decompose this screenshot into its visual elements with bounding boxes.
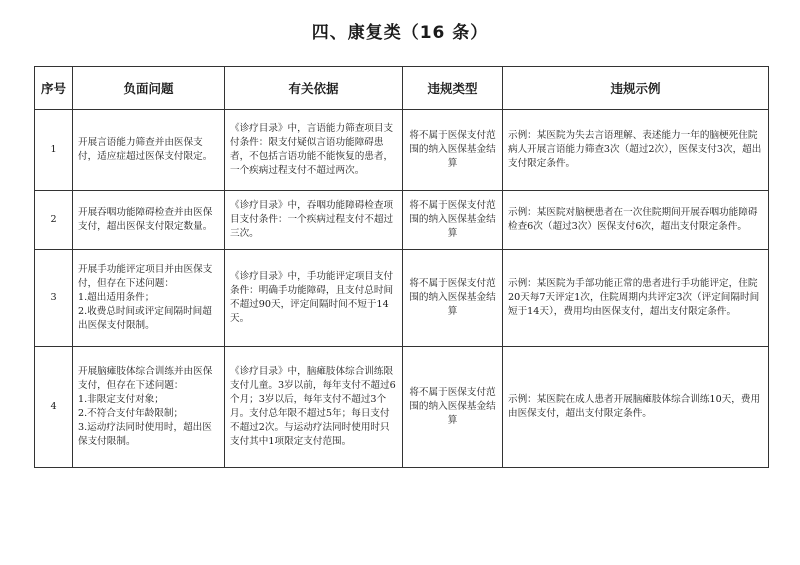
example-cell: 示例：某医院对脑梗患者在一次住院期间开展吞咽功能障碍检查6次（超过3次）医保支付6次，超出支付限定条件。 (503, 191, 769, 250)
table-row (35, 191, 769, 250)
table-row (35, 250, 769, 347)
problem-cell: 开展言语能力筛查并由医保支付，适应症超过医保支付限定。 (73, 110, 225, 191)
basis-cell: 《诊疗目录》中，手功能评定项目支付条件：明确手功能障碍，且支付总时间不超过90天，评定间隔时间不短于14天。 (225, 250, 403, 347)
basis-cell: 《诊疗目录》中，脑瘫肢体综合训练限支付儿童。3岁以前，每年支付不超过6个月；3岁以后，每年支付不超过3个月。支付总年限不超过5年；每日支付不超过2次。与运动疗法同时使用时只支付其中1项限定支付范围。 (225, 347, 403, 468)
violations-table (34, 66, 769, 468)
violation-type-cell: 将不属于医保支付范围的纳入医保基金结算 (403, 347, 503, 468)
example-cell: 示例：某医院为失去言语理解、表述能力一年的脑梗死住院病人开展言语能力筛查3次（超过2次），医保支付3次，超出支付限定条件。 (503, 110, 769, 191)
row-number: 2 (35, 191, 73, 250)
header-number: 序号 (35, 67, 73, 110)
table-header-row (35, 67, 769, 110)
violation-type-cell: 将不属于医保支付范围的纳入医保基金结算 (403, 191, 503, 250)
header-basis: 有关依据 (225, 67, 403, 110)
row-number: 3 (35, 250, 73, 347)
problem-cell: 开展吞咽功能障碍检查并由医保支付，超出医保支付限定数量。 (73, 191, 225, 250)
violation-type-cell: 将不属于医保支付范围的纳入医保基金结算 (403, 250, 503, 347)
header-problem: 负面问题 (73, 67, 225, 110)
problem-cell: 开展脑瘫肢体综合训练并由医保支付，但存在下述问题： 1.非限定支付对象； 2.不符合支付年龄限制； 3.运动疗法同时使用时，超出医保支付限制。 (73, 347, 225, 468)
violation-type-cell: 将不属于医保支付范围的纳入医保基金结算 (403, 110, 503, 191)
example-cell: 示例：某医院为手部功能正常的患者进行手功能评定，住院20天每7天评定1次，住院周期内共评定3次（评定间隔时间短于14天），费用均由医保支付，超出支付限定条件。 (503, 250, 769, 347)
example-cell: 示例：某医院在成人患者开展脑瘫肢体综合训练10天，费用由医保支付，超出支付限定条件。 (503, 347, 769, 468)
header-example: 违规示例 (503, 67, 769, 110)
table-row (35, 347, 769, 468)
row-number: 1 (35, 110, 73, 191)
table-row (35, 110, 769, 191)
row-number: 4 (35, 347, 73, 468)
basis-cell: 《诊疗目录》中，吞咽功能障碍检查项目支付条件：一个疾病过程支付不超过三次。 (225, 191, 403, 250)
basis-cell: 《诊疗目录》中，言语能力筛查项目支付条件：限支付疑似言语功能障碍患者，不包括言语功能不能恢复的患者，一个疾病过程支付不超过两次。 (225, 110, 403, 191)
header-type: 违规类型 (403, 67, 503, 110)
problem-cell: 开展手功能评定项目并由医保支付，但存在下述问题： 1.超出适用条件； 2.收费总时间或评定间隔时间超出医保支付限制。 (73, 250, 225, 347)
page-title: 四、康复类（16 条） (311, 23, 489, 43)
